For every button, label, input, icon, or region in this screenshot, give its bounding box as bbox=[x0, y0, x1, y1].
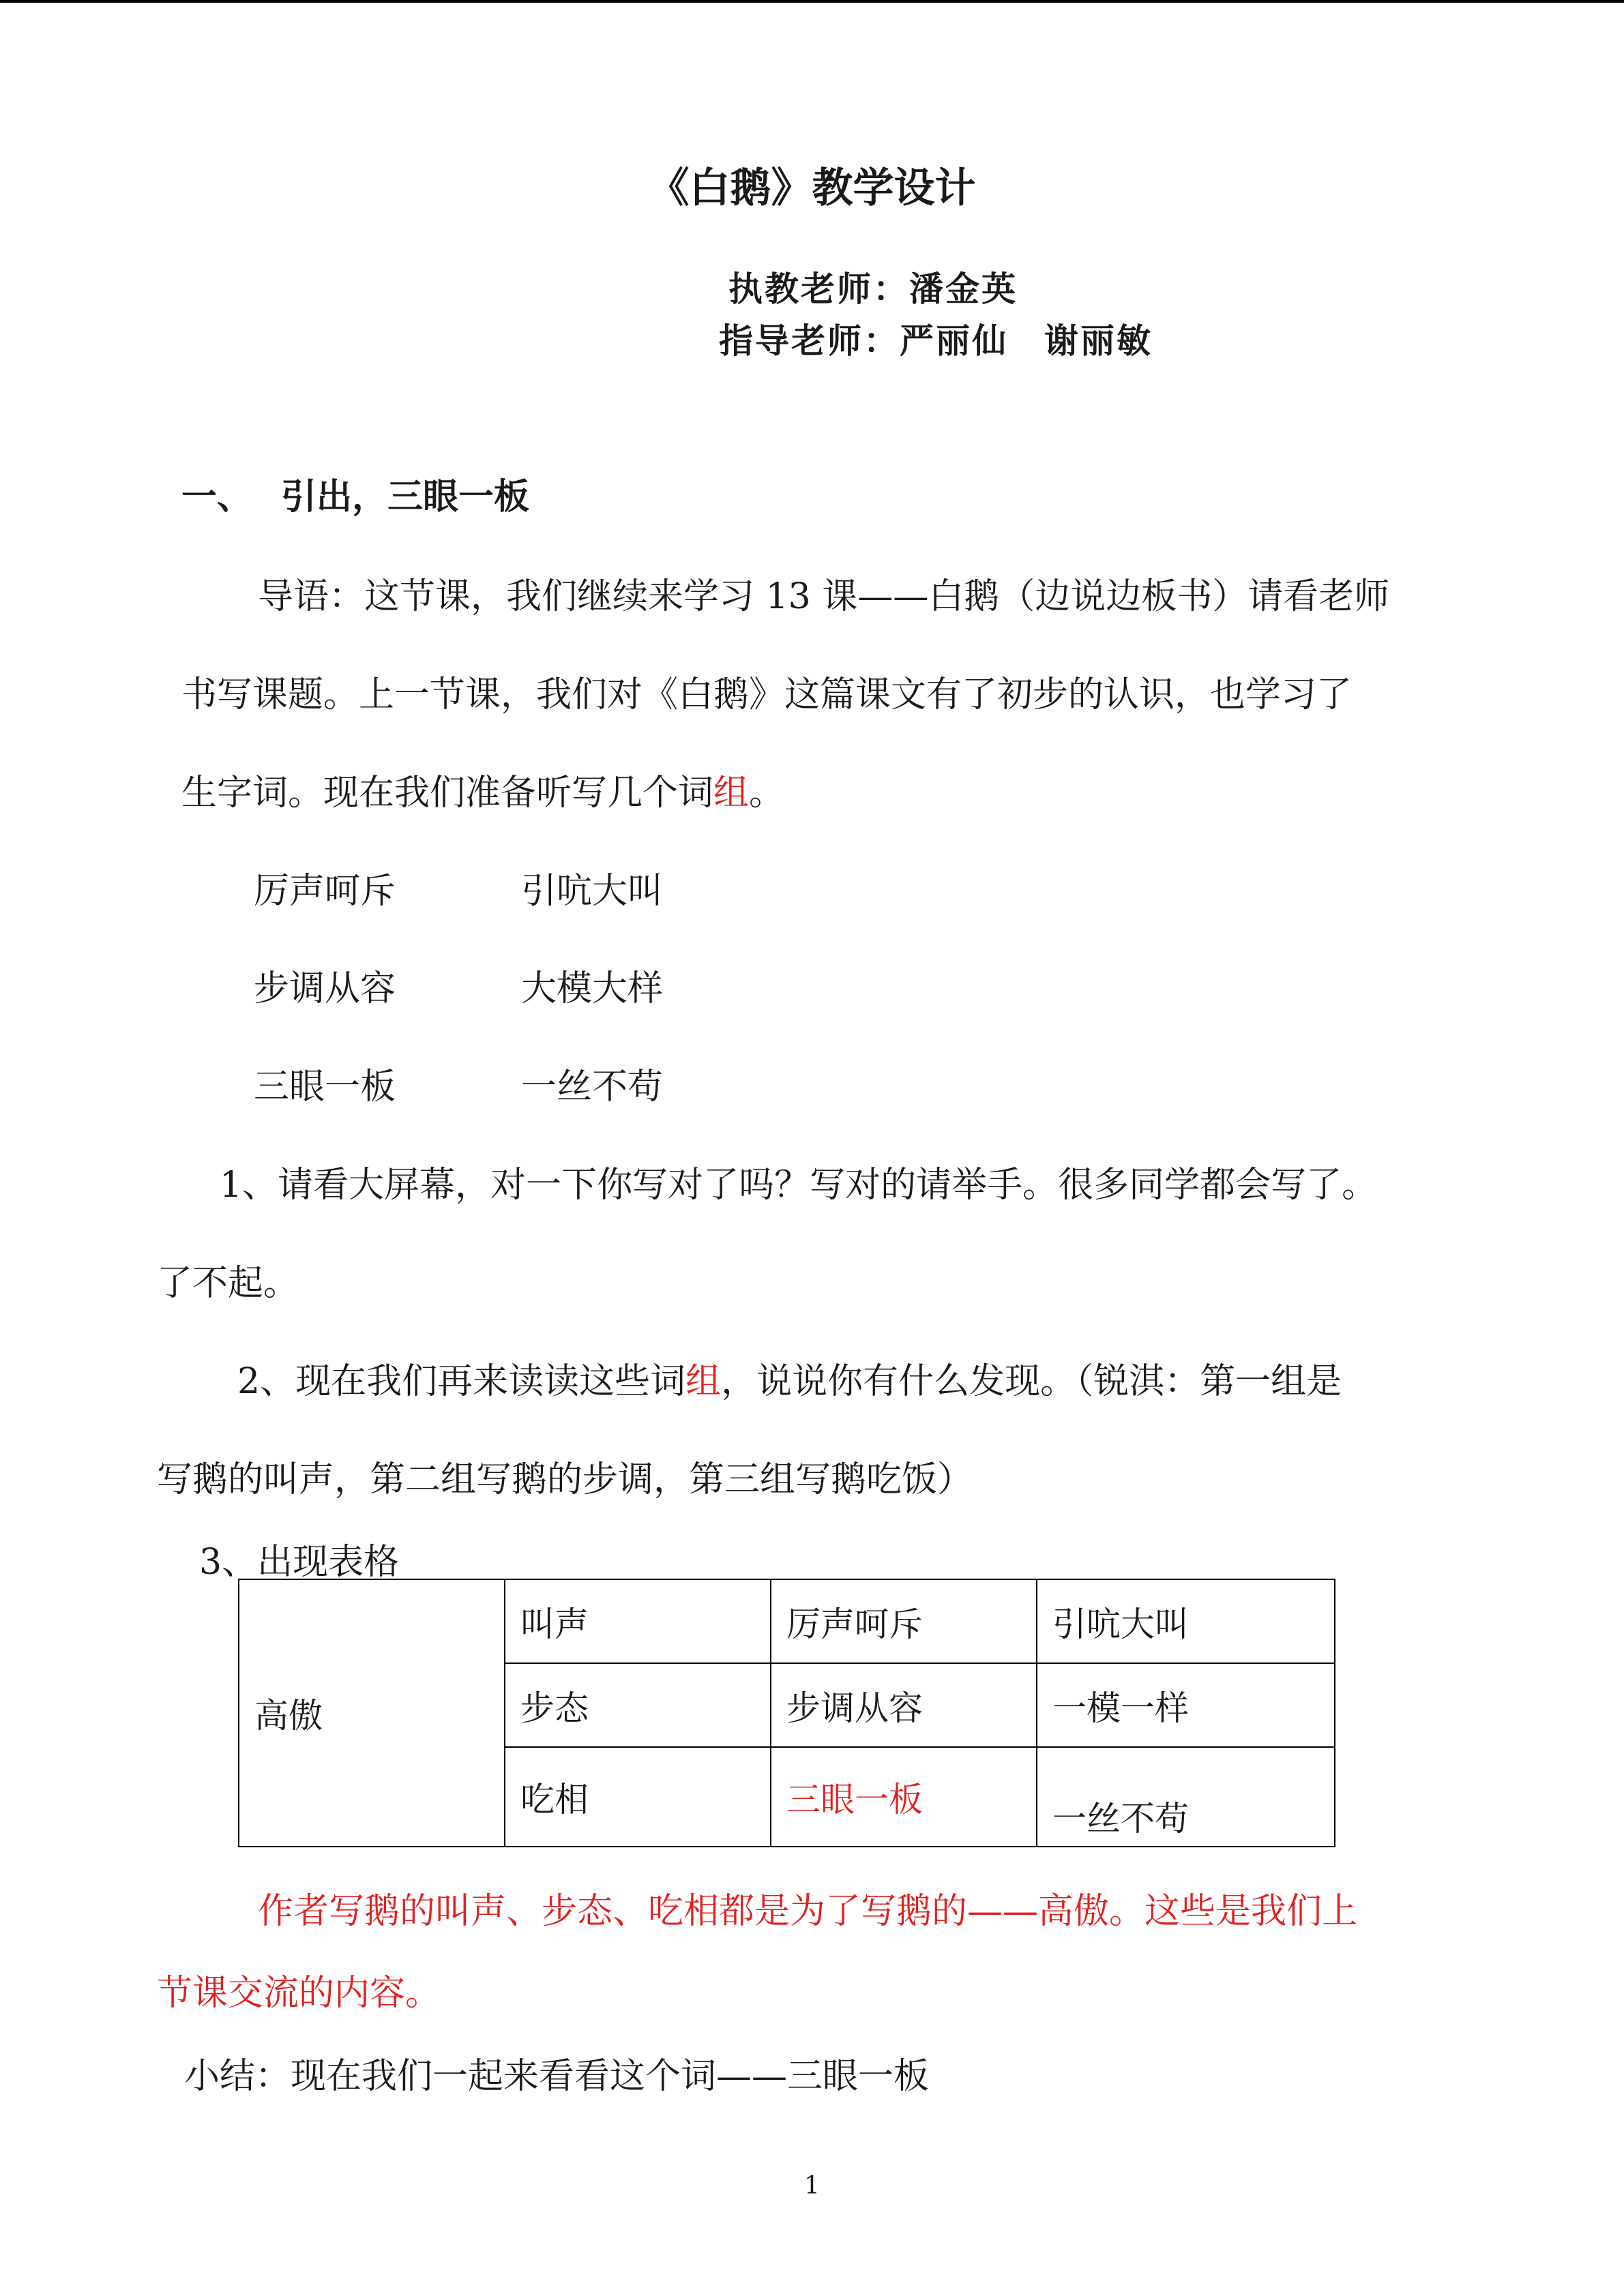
table-cell-word: 引吭大叫 bbox=[1037, 1579, 1335, 1663]
word-1-right: 引吭大叫 bbox=[521, 871, 664, 912]
table-cell-aspect: 吃相 bbox=[505, 1747, 771, 1847]
highlight-zu: 组 bbox=[713, 773, 750, 814]
word-3-right: 一丝不苟 bbox=[521, 1067, 664, 1107]
summary-line: 小结：现在我们一起来看看这个词——三眼一板 bbox=[184, 2056, 930, 2097]
guide-label: 指导老师： bbox=[719, 320, 900, 361]
word-2-right: 大模大样 bbox=[521, 968, 664, 1009]
intro-line-2: 书写课题。上一节课，我们对《白鹅》这篇课文有了初步的认识，也学习了 bbox=[181, 674, 1353, 715]
teacher-label: 执教老师： bbox=[728, 269, 909, 309]
guide-names: 严丽仙 谢丽敏 bbox=[900, 320, 1153, 361]
top-border bbox=[0, 0, 1624, 3]
para-1-line-2: 了不起。 bbox=[157, 1263, 299, 1304]
table-cell-word-highlight: 三眼一板 bbox=[771, 1747, 1037, 1847]
red-summary-line-1: 作者写鹅的叫声、步态、吃相都是为了写鹅的——高傲。这些是我们上 bbox=[258, 1891, 1358, 1932]
para-2-line-1: 2、现在我们再来读读这些词组，说说你有什么发现。（锐淇：第一组是 bbox=[237, 1361, 1342, 1402]
table-cell-aspect: 叫声 bbox=[505, 1579, 771, 1663]
teacher-name: 潘金英 bbox=[909, 269, 1018, 309]
table-cell-word: 一模一样 bbox=[1037, 1663, 1335, 1747]
highlight-zu-2: 组 bbox=[685, 1361, 722, 1402]
intro-line-1: 导语：这节课，我们继续来学习 13 课——白鹅（边说边板书）请看老师 bbox=[258, 576, 1390, 617]
para-1-line-1: 1、请看大屏幕，对一下你写对了吗？写对的请举手。很多同学都会写了。 bbox=[220, 1165, 1378, 1206]
table-group-cell: 高傲 bbox=[239, 1579, 505, 1847]
word-3-left: 三眼一板 bbox=[254, 1067, 396, 1107]
table-cell-word: 步调从容 bbox=[771, 1663, 1037, 1747]
goose-table bbox=[238, 1579, 1335, 1847]
section-1-number: 一、 bbox=[181, 476, 253, 518]
table-cell-word: 一丝不苟 bbox=[1037, 1747, 1335, 1847]
table-row bbox=[239, 1579, 1335, 1663]
para-2-line-2: 写鹅的叫声，第二组写鹅的步调，第三组写鹅吃饭） bbox=[157, 1459, 973, 1500]
document-title: 《白鹅》教学设计 bbox=[648, 164, 976, 212]
table-cell-word: 厉声呵斥 bbox=[771, 1579, 1037, 1663]
table-cell-aspect: 步态 bbox=[505, 1663, 771, 1747]
word-2-left: 步调从容 bbox=[254, 968, 396, 1009]
teacher-line bbox=[728, 262, 1018, 311]
section-1-heading: 引出，三眼一板 bbox=[281, 476, 530, 518]
red-summary-line-2: 节课交流的内容。 bbox=[157, 1973, 441, 2014]
intro-line-3: 生字词。现在我们准备听写几个词组。 bbox=[181, 773, 785, 814]
page-number: 1 bbox=[804, 2172, 820, 2200]
word-1-left: 厉声呵斥 bbox=[254, 871, 396, 912]
guide-line bbox=[719, 314, 1153, 363]
para-3-label: 3、出现表格 bbox=[199, 1542, 400, 1583]
